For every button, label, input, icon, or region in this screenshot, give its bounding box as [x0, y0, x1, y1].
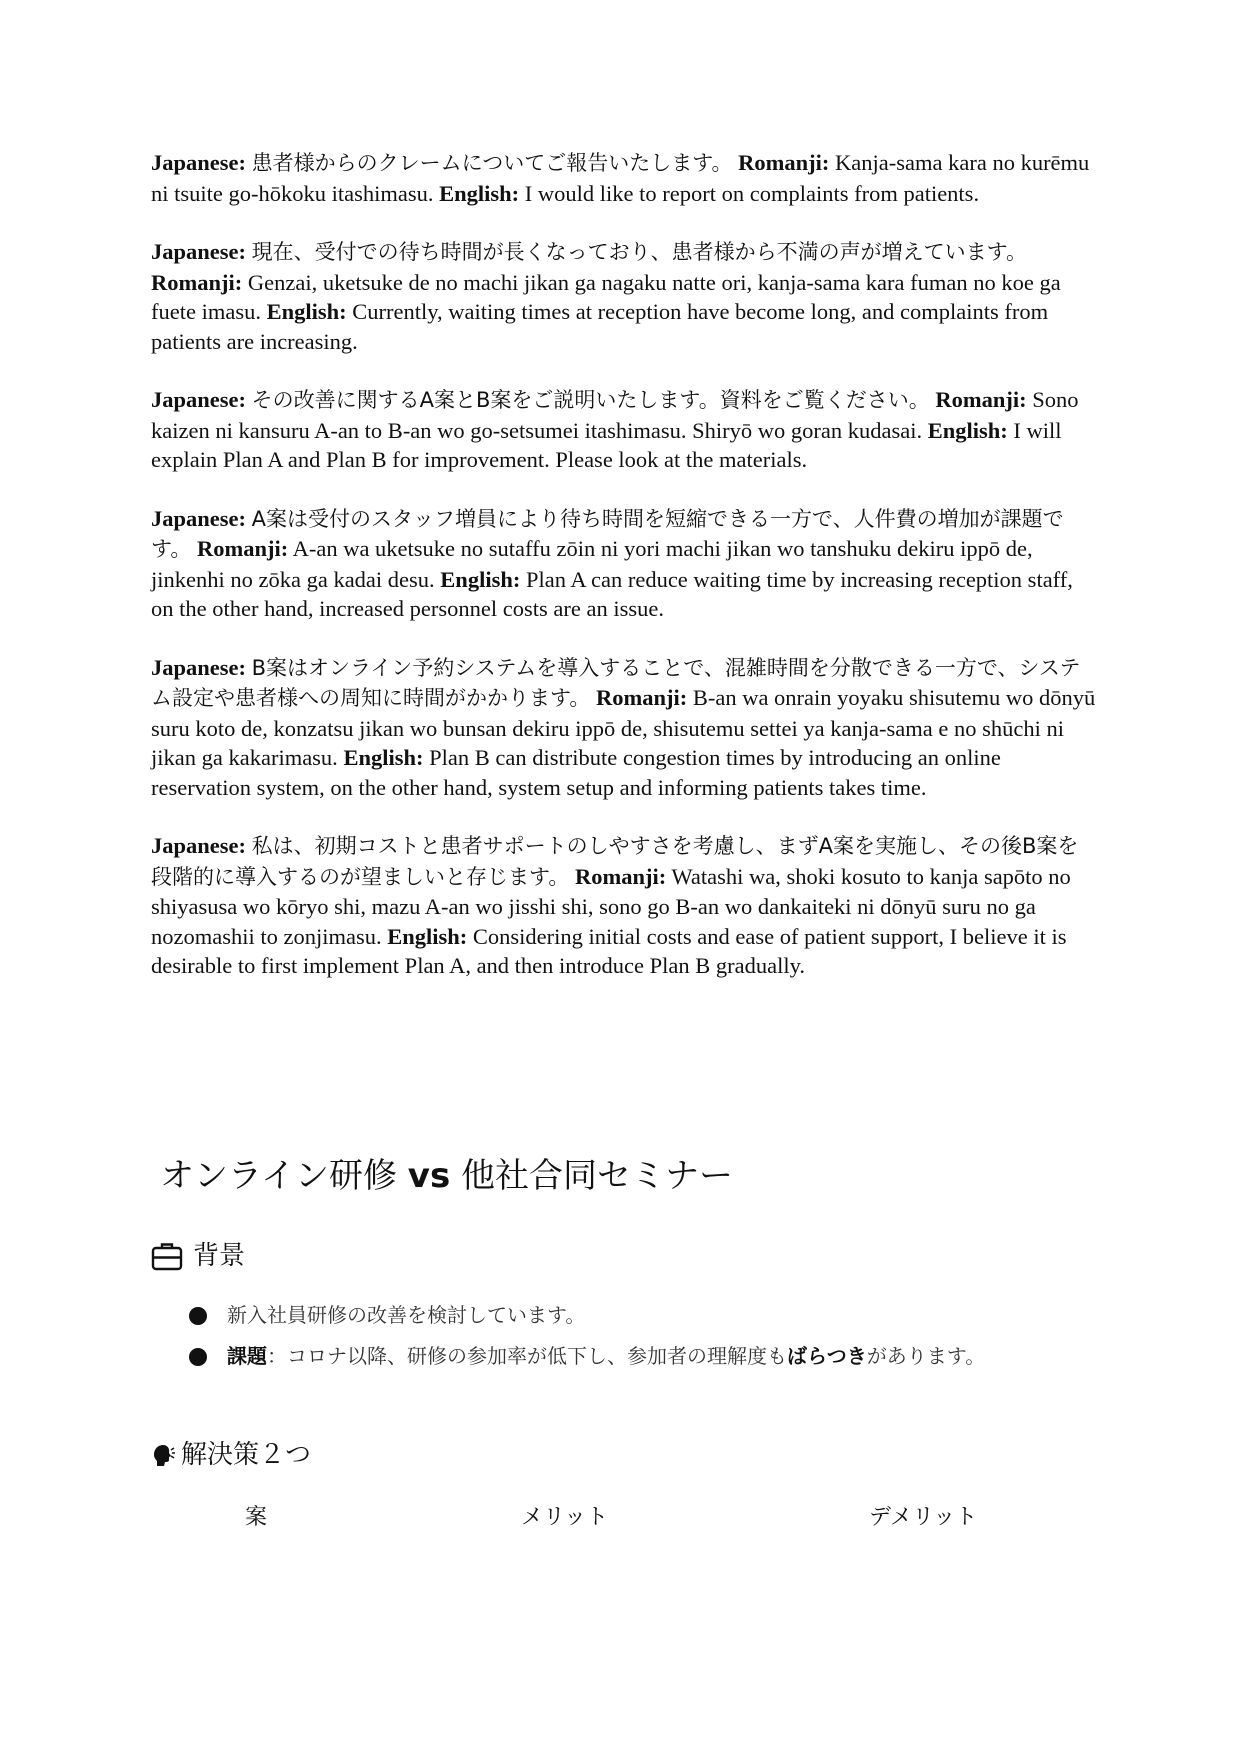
japanese-text: 現在、受付での待ち時間が長くなっており、患者様から不満の声が増えています。	[251, 240, 1027, 264]
bullet-dot	[189, 1348, 207, 1366]
phrase-entry	[151, 148, 1096, 208]
section-title	[160, 1152, 733, 1200]
section-title-part2: 他社合同セミナー	[461, 1156, 734, 1196]
column-header-demerits: デメリット	[869, 1505, 978, 1530]
japanese-label: Japanese:	[151, 239, 246, 264]
list-item-text: 新入社員研修の改善を検討しています。	[227, 1303, 586, 1327]
japanese-text: 患者様からのクレームについてご報告いたします。	[251, 151, 733, 175]
speaking-head-icon	[151, 1442, 175, 1468]
briefcase-icon	[151, 1241, 183, 1271]
romanji-text: Kanja-sama kara no kurēmu ni tsuite go-hōkoku itashimasu.	[151, 150, 1090, 206]
english-text: Currently, waiting times at reception have become long, and complaints from patients are increasing.	[151, 299, 1049, 354]
list-item	[189, 1337, 1089, 1376]
romanji-label: Romanji:	[738, 150, 830, 175]
list-item-tail: があります。	[866, 1344, 986, 1368]
list-item-emphasis: ばらつき	[787, 1344, 867, 1368]
bullet-dot	[189, 1307, 207, 1325]
column-header-merits: メリット	[521, 1505, 609, 1530]
japanese-text: 私は、初期コストと患者サポートのしやすさを考慮し、まずA案を実施し、その後B案を段階的に導入するのが望ましいと存じます。	[151, 834, 1079, 889]
romanji-text: Watashi wa, shoki kosuto to kanja sapōto no shiyasusa wo kōryo shi, mazu A-an wo jisshi shi, sono go B-an wo dankaiteki ni dōnyū suru no ga nozomashii to zonjimasu.	[151, 863, 1071, 949]
romanji-label: Romanji:	[574, 863, 667, 889]
phrase-entry	[151, 385, 1096, 475]
romanji-label: Romanji:	[595, 685, 688, 710]
english-label: English:	[266, 299, 347, 324]
english-text: I would like to report on complaints from patients.	[524, 180, 980, 206]
phrase-list	[151, 148, 1096, 1010]
phrase-entry	[151, 653, 1096, 803]
english-text: Considering initial costs and ease of patient support, I believe it is desirable to first implement Plan A, and then introduce Plan B gradually.	[151, 923, 1067, 978]
english-text: Plan A can reduce waiting time by increasing reception staff, on the other hand, increased personnel costs are an issue.	[151, 566, 1073, 621]
background-heading-text: 背景	[193, 1241, 246, 1271]
english-label: English:	[927, 417, 1008, 443]
japanese-label: Japanese:	[151, 505, 246, 531]
romanji-text: B-an wa onrain yoyaku shisutemu wo dōnyū suru koto de, konzatsu jikan wo bunsan dekiru ippō de, shisutemu settei ya kanja-sama e no shūchi ni jikan ga kakarimasu.	[151, 685, 1096, 770]
english-label: English:	[343, 745, 424, 770]
english-label: English:	[439, 180, 520, 206]
japanese-label: Japanese:	[151, 387, 246, 412]
romanji-text: Sono kaizen ni kansuru A-an to B-an wo go-setsumei itashimasu. Shiryō wo goran kudasai.	[151, 387, 1079, 443]
list-item-text: ：コロナ以降、研修の参加率が低下し、参加者の理解度も	[267, 1344, 787, 1368]
phrase-entry	[151, 237, 1096, 356]
phrase-entry	[151, 831, 1096, 981]
japanese-label: Japanese:	[151, 654, 246, 680]
section-title-part1: オンライン研修	[160, 1156, 397, 1196]
list-item-keyword: 課題	[227, 1344, 267, 1368]
romanji-label: Romanji:	[935, 387, 1027, 412]
japanese-text: A案は受付のスタッフ増員により待ち時間を短縮できる一方で、人件費の増加が課題です。	[151, 506, 1064, 561]
english-text: Plan B can distribute congestion times by introducing an online reservation system, on the other hand, system setup and informing patients takes time.	[151, 745, 1001, 800]
list-item	[189, 1296, 1089, 1335]
japanese-text: その改善に関するA案とB案をご説明いたします。資料をご覧ください。	[251, 388, 930, 412]
romanji-text: A-an wa uketsuke no sutaffu zōin ni yori machi jikan wo tanshuku dekiru ippō de, jinkenhi no zōka ga kadai desu.	[151, 536, 1033, 592]
japanese-label: Japanese:	[151, 833, 246, 858]
japanese-label: Japanese:	[151, 150, 246, 175]
japanese-text: B案はオンライン予約システムを導入することで、混雑時間を分散できる一方で、システム設定や患者様への周知に時間がかかります。	[151, 655, 1081, 710]
section-title-vs: vs	[407, 1156, 451, 1196]
comparison-table-header	[151, 1500, 1091, 1536]
romanji-label: Romanji:	[196, 536, 289, 561]
romanji-label: Romanji:	[151, 269, 243, 295]
background-list	[189, 1296, 1089, 1378]
romanji-text: Genzai, uketsuke de no machi jikan ga nagaku natte ori, kanja-sama kara fuman no koe ga fuete imasu.	[151, 269, 1061, 324]
english-label: English:	[440, 566, 521, 592]
column-header-plan: 案	[245, 1505, 268, 1530]
background-heading	[151, 1238, 245, 1274]
english-text: I will explain Plan A and Plan B for improvement. Please look at the materials.	[151, 417, 1062, 472]
solutions-heading	[151, 1437, 311, 1473]
phrase-entry	[151, 504, 1096, 624]
english-label: English:	[387, 923, 468, 949]
solutions-heading-text: 解決策２つ	[181, 1440, 312, 1470]
